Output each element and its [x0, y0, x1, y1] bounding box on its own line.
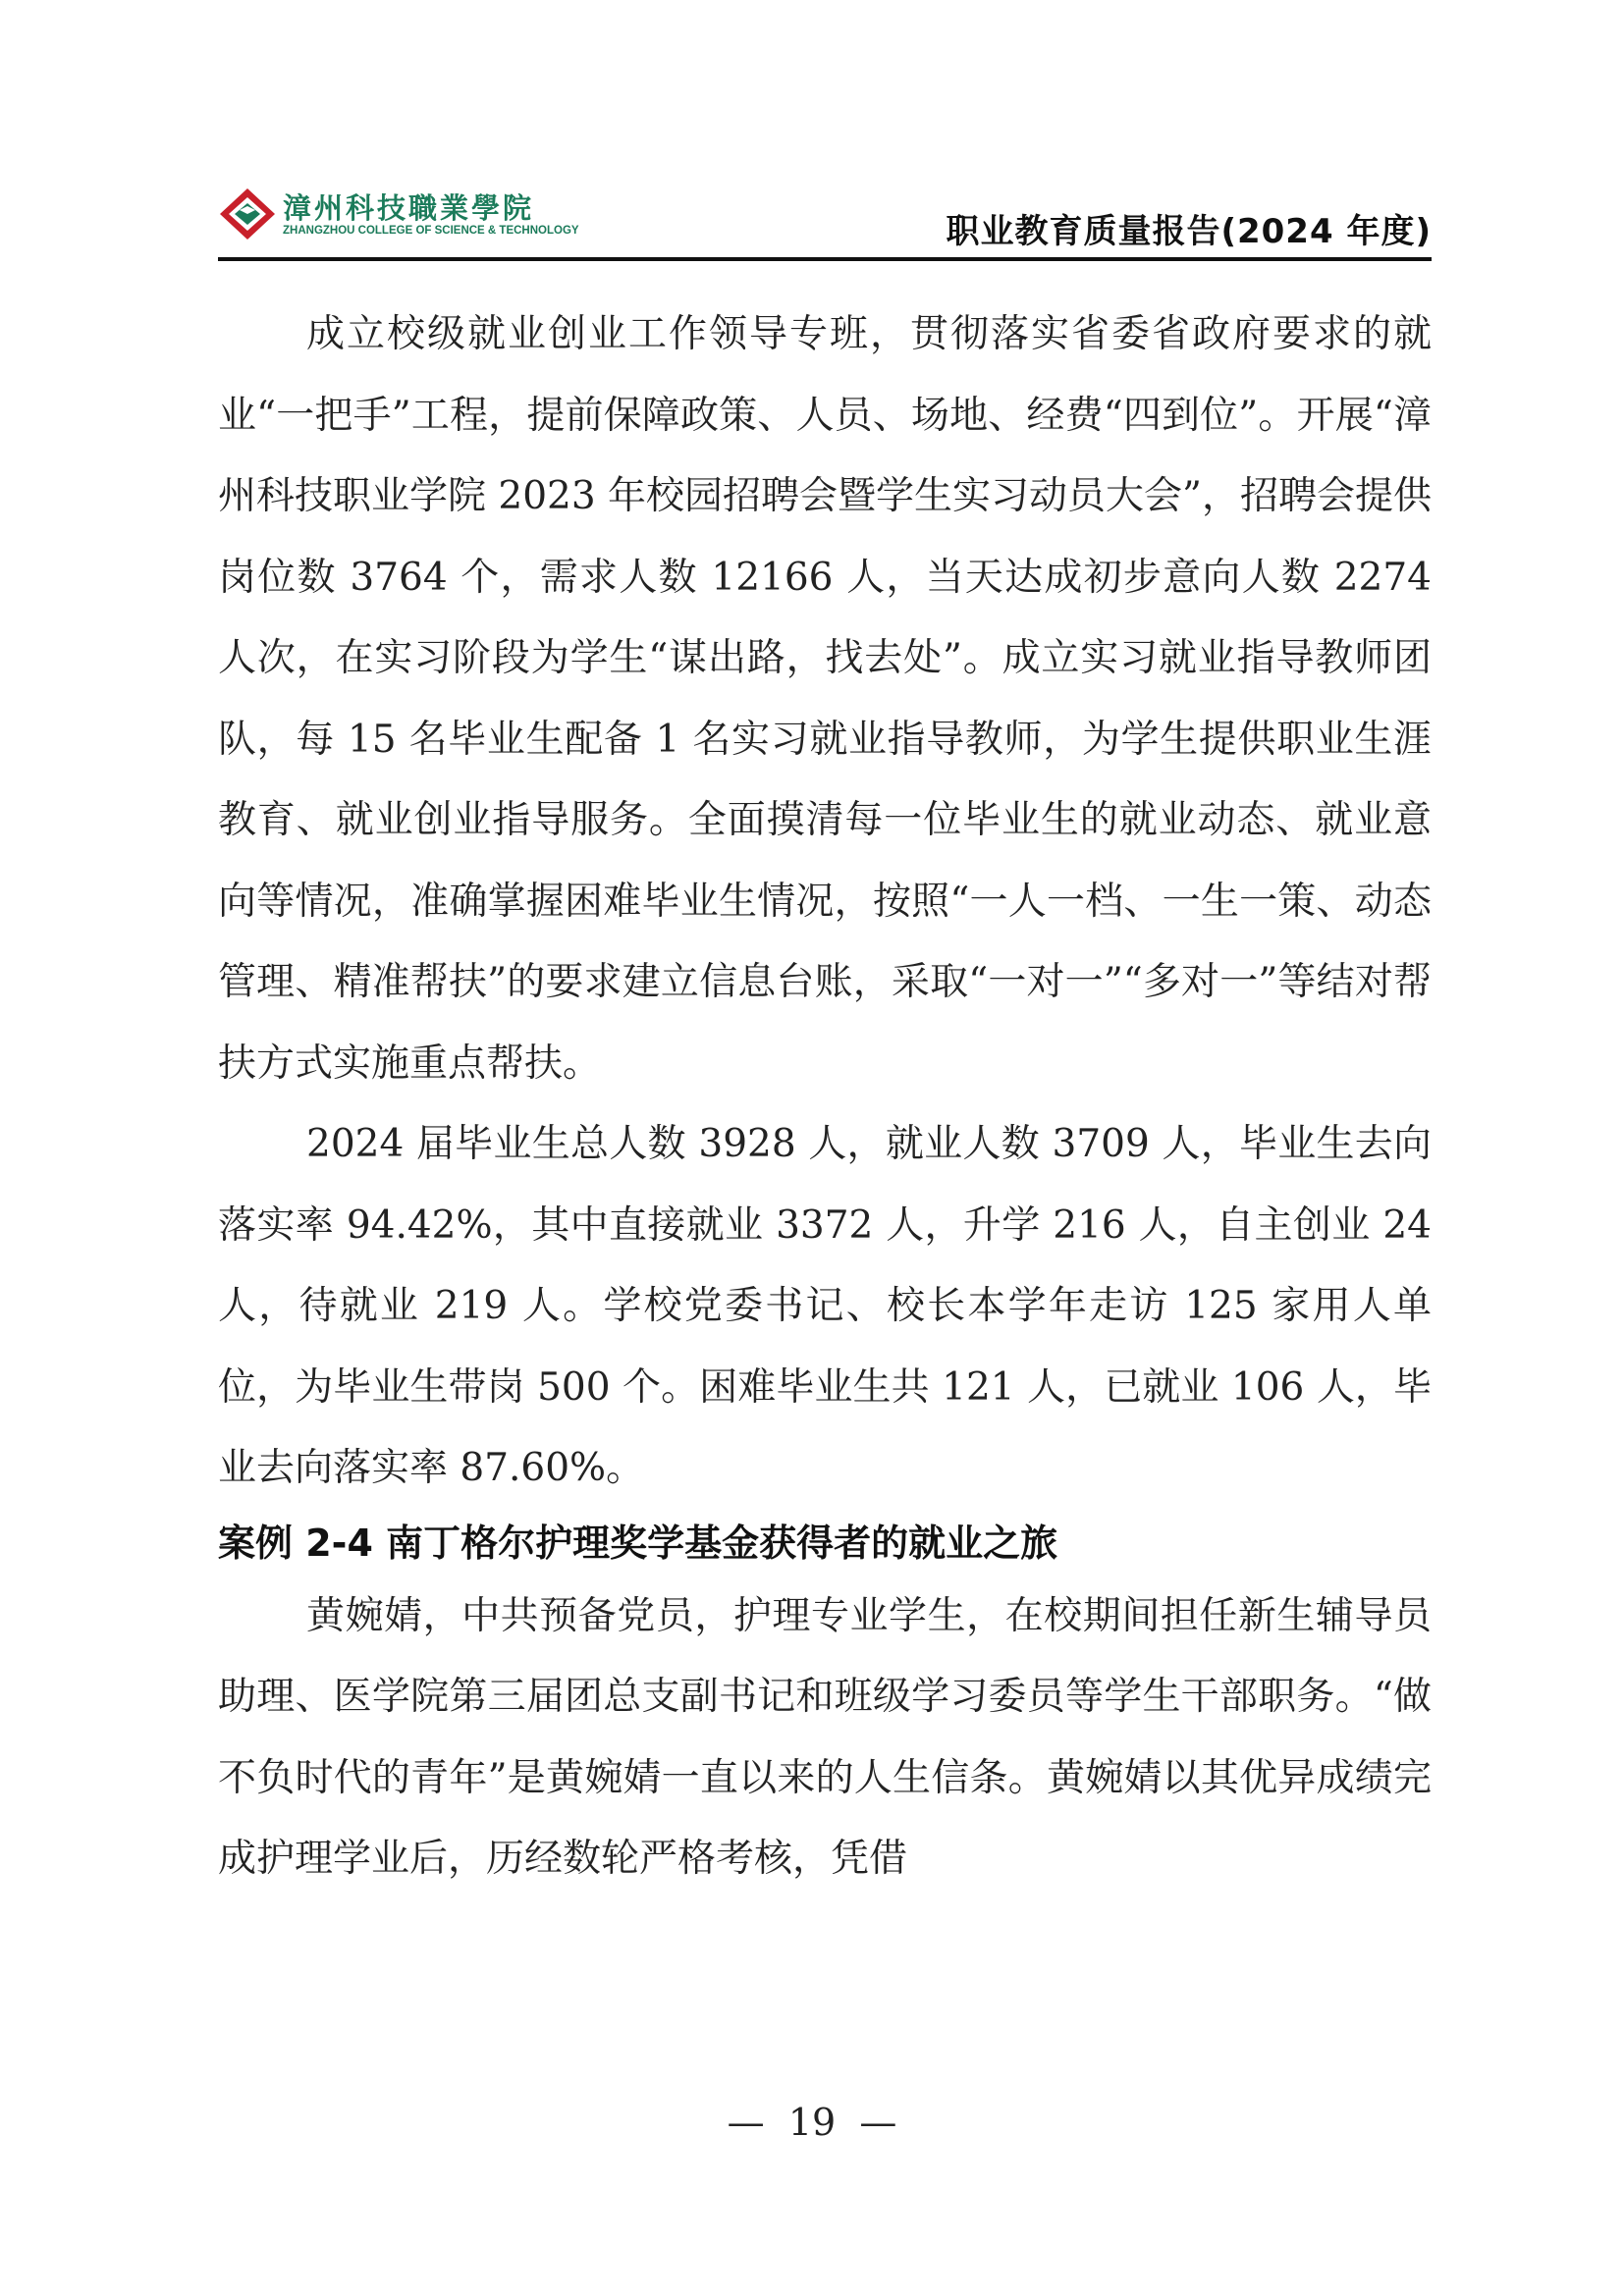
- case-heading: 案例 2-4 南丁格尔护理奖学基金获得者的就业之旅: [218, 1521, 1058, 1565]
- logo-english-name: ZHANGZHOU COLLEGE OF SCIENCE & TECHNOLOGY: [283, 225, 579, 237]
- page-header: [218, 183, 1432, 259]
- page-body: [218, 294, 1432, 1900]
- college-emblem-icon: [218, 187, 277, 241]
- header-divider: [218, 257, 1432, 261]
- graduate-statistics-paragraph: 2024 届毕业生总人数 3928 人，就业人数 3709 人，毕业生去向落实率 94.42%，其中直接就业 3372 人，升学 216 人，自主创业 24 人，待就业 219 人。学校党委书记、校长本学年走访 125 家用人单位，为毕业生带岗 500 个。困难毕业生共 121 人，已就业 106 人，毕业去向落实率 87.60%。: [218, 1122, 1432, 1490]
- case-story-paragraph: 黄婉婧，中共预备党员，护理专业学生，在校期间担任新生辅导员助理、医学院第三届团总支副书记和班级学习委员等学生干部职务。“做不负时代的青年”是黄婉婧一直以来的人生信条。黄婉婧以其优异成绩完成护理学业后，历经数轮严格考核，凭借: [218, 1593, 1432, 1881]
- college-logo: [218, 187, 579, 243]
- report-title: 职业教育质量报告(2024 年度): [946, 212, 1432, 251]
- logo-chinese-name: 漳州科技職業學院: [283, 191, 535, 225]
- employment-leadership-paragraph: 成立校级就业创业工作领导专班，贯彻落实省委省政府要求的就业“一把手”工程，提前保障政策、人员、场地、经费“四到位”。开展“漳州科技职业学院 2023 年校园招聘会暨学生实习动员大会”，招聘会提供岗位数 3764 个，需求人数 12166 人，当天达成初步意向人数 2274 人次，在实习阶段为学生“谋出路，找去处”。成立实习就业指导教师团队，每 15 名毕业生配备 1 名实习就业指导教师，为学生提供职业生涯教育、就业创业指导服务。全面摸清每一位毕业生的就业动态、就业意向等情况，准确掌握困难毕业生情况，按照“一人一档、一生一策、动态管理、精准帮扶”的要求建立信息台账，采取“一对一”“多对一”等结对帮扶方式实施重点帮扶。: [218, 312, 1432, 1086]
- page-number: — 19 —: [727, 2101, 897, 2144]
